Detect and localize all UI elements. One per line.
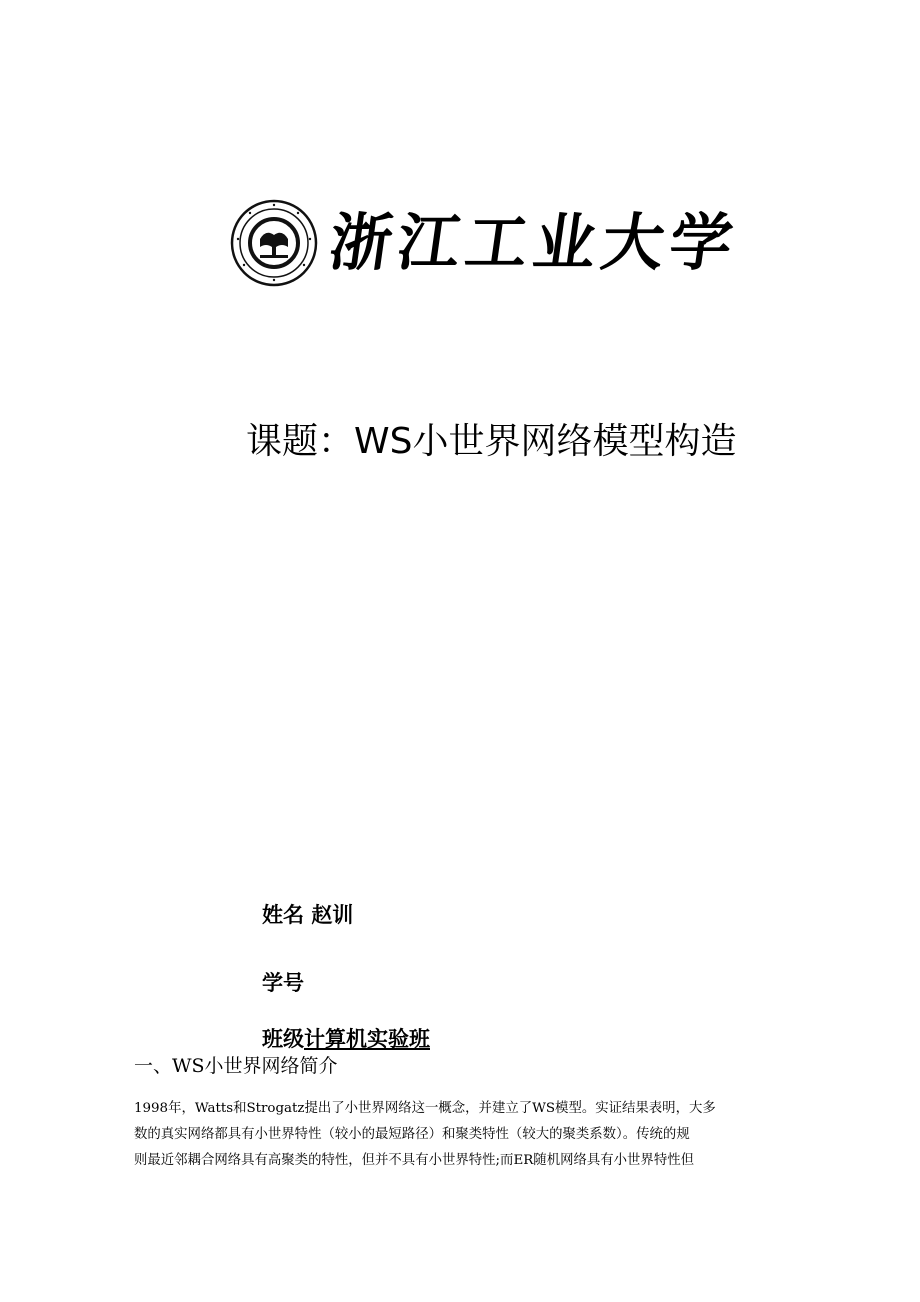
body-line: 则最近邻耦合网络具有高聚类的特性，但并不具有小世界特性;而ER随机网络具有小世界特性但 <box>134 1153 694 1168</box>
class-field <box>262 1024 430 1054</box>
student-id-field <box>262 968 304 998</box>
class-label: 班级 <box>262 1027 304 1051</box>
university-logo <box>230 199 744 287</box>
university-seal-icon <box>230 199 318 287</box>
body-line: 1998年，Watts和Strogatz提出了小世界网络这一概念，并建立了WS模型。实证结果表明，大多 <box>134 1101 716 1116</box>
name-label: 姓名 <box>262 903 304 927</box>
section-heading: 一、WS小世界网络简介 <box>134 1055 338 1077</box>
class-value: 计算机实验班 <box>304 1027 430 1051</box>
document-title: 课题：WS小世界网络模型构造 <box>246 421 737 462</box>
student-id-label: 学号 <box>262 971 304 995</box>
body-line: 数的真实网络都具有小世界特性（较小的最短路径）和聚类特性（较大的聚类系数）。传统的规 <box>134 1127 690 1142</box>
name-value: 赵训 <box>311 903 354 927</box>
name-field <box>262 900 353 930</box>
university-wordmark: 浙江工业大学 <box>324 206 744 279</box>
body-paragraph <box>134 1096 794 1174</box>
